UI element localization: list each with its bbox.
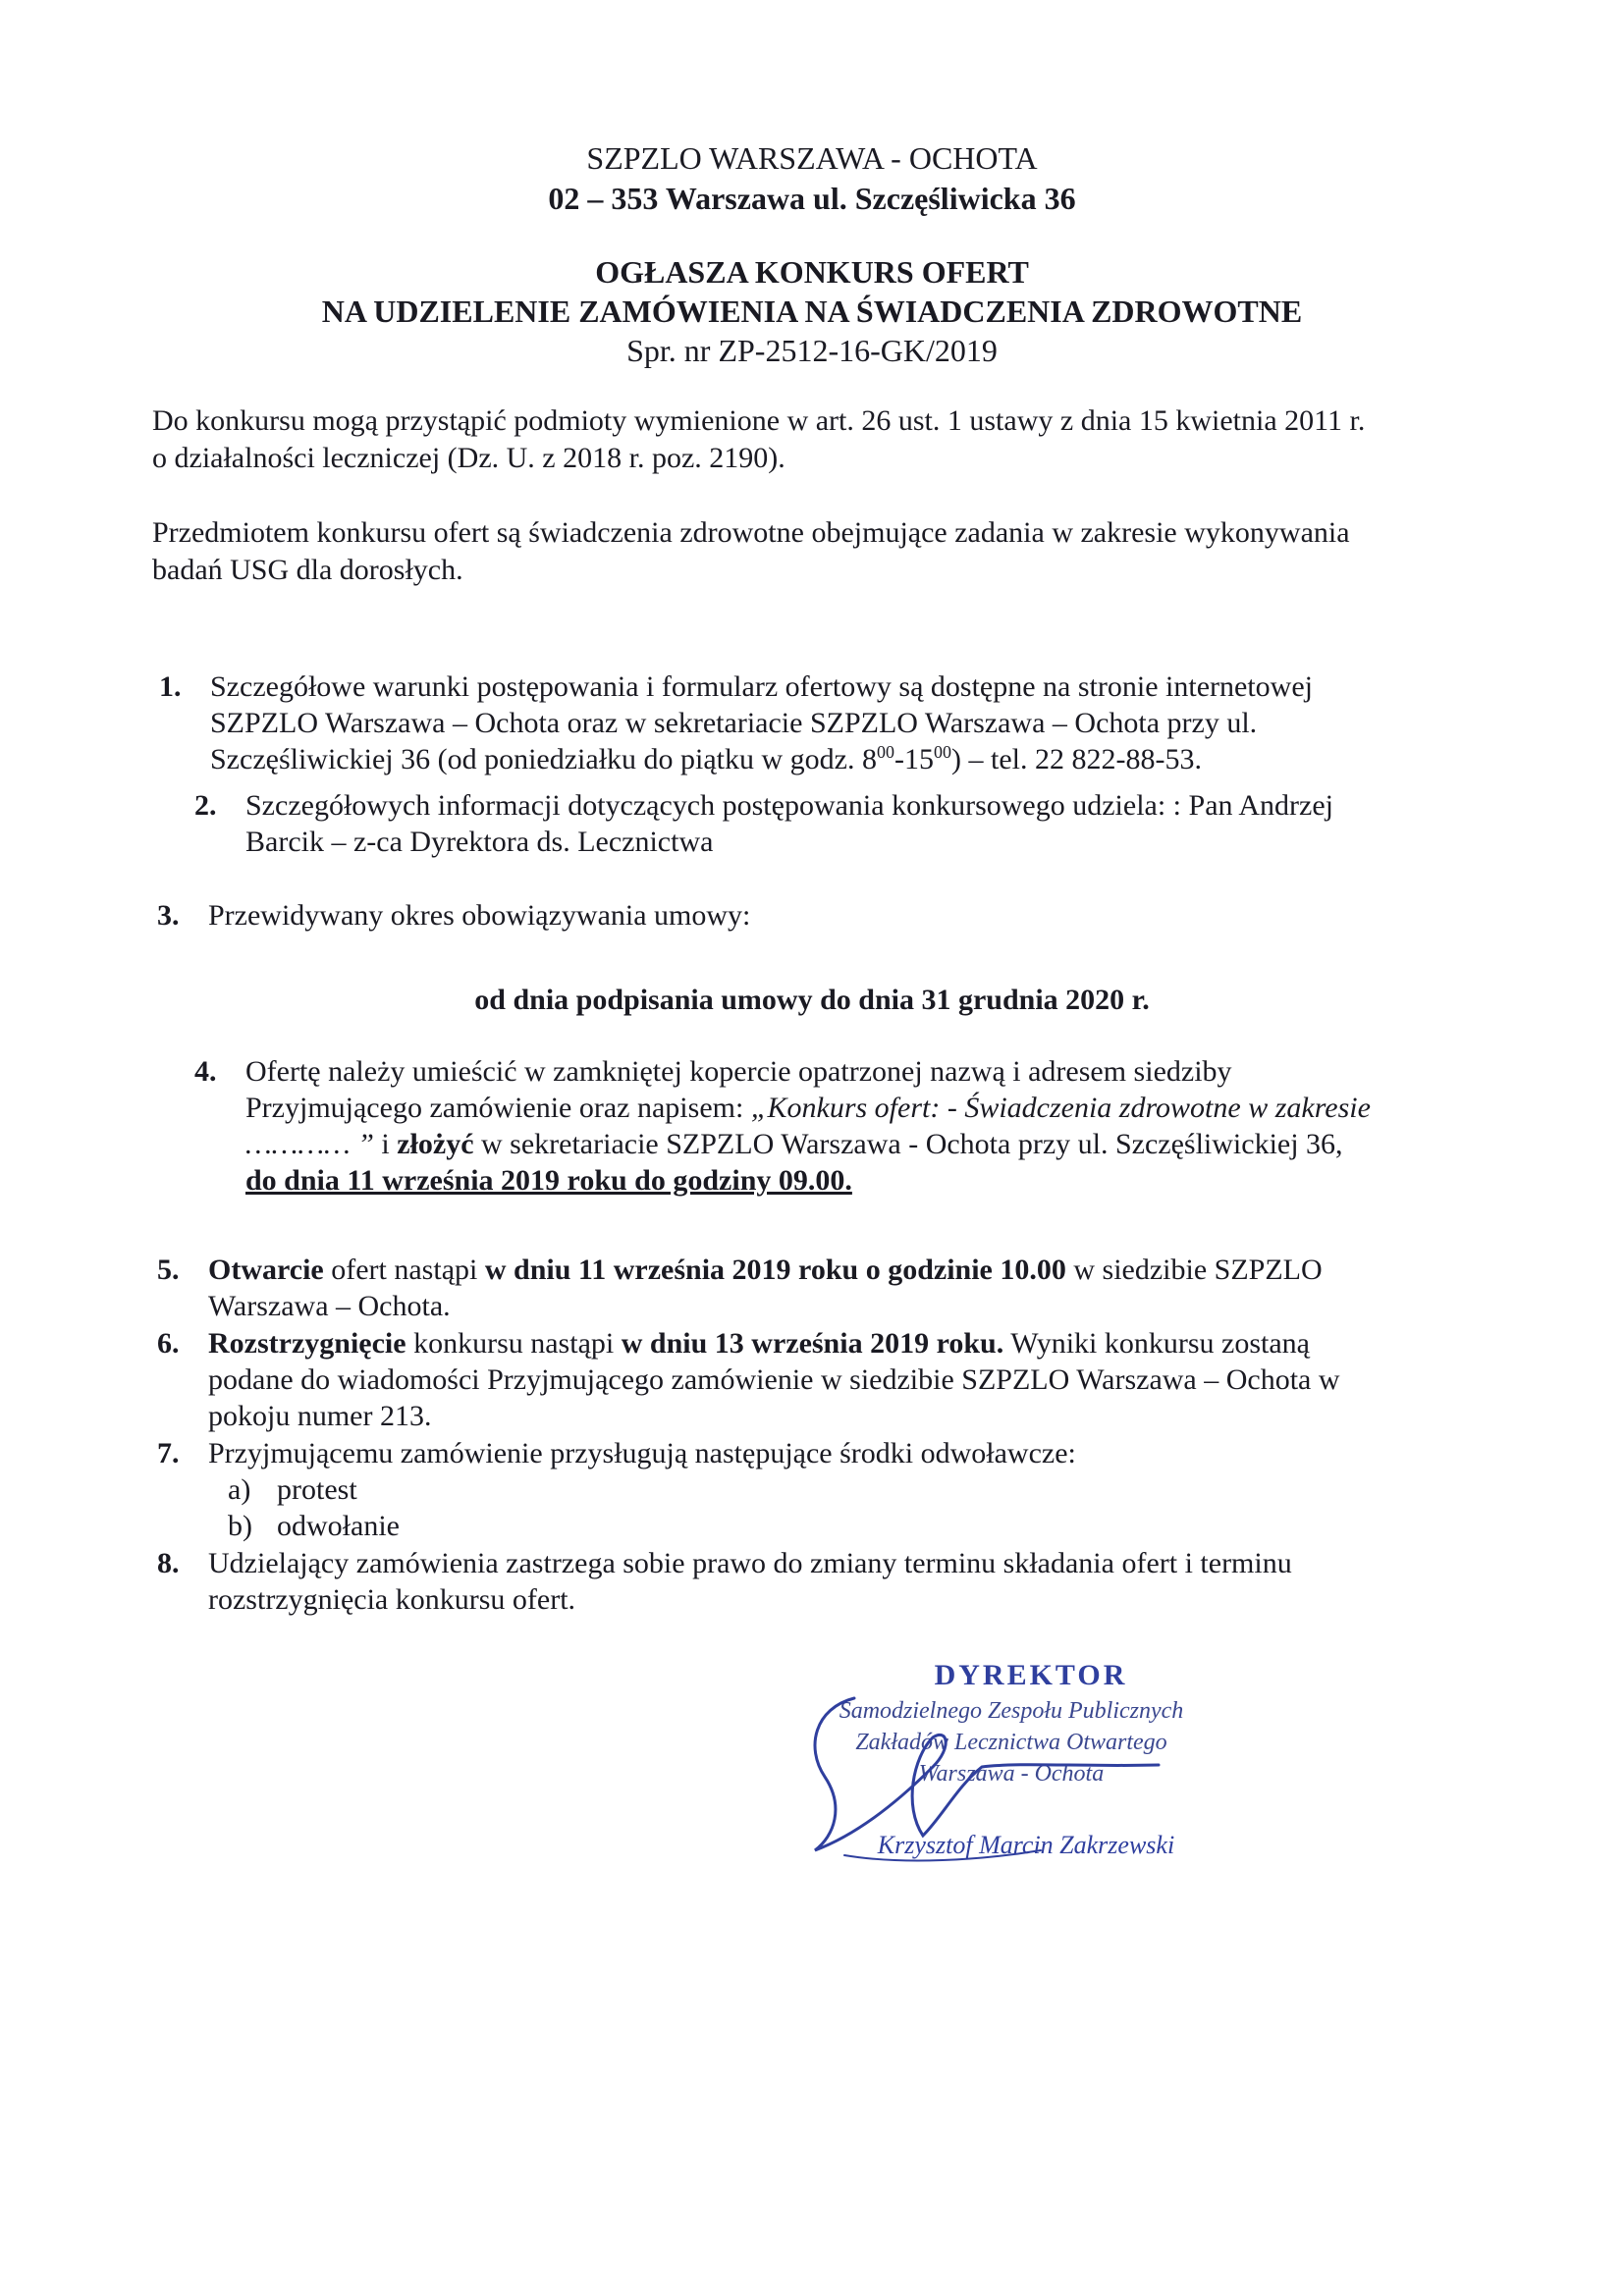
item1-sup-2: 00 (934, 742, 951, 762)
list-item-number: 4. (194, 1055, 217, 1088)
list-item-number: 3. (157, 899, 180, 932)
subject-line-2: badań USG dla dorosłych. (152, 554, 463, 586)
remedy-b-label: b) (228, 1510, 252, 1542)
stamp-line-2: Zakładów Lecznictwa Otwartego (855, 1730, 1167, 1755)
stamp-line-3: Warszawa - Ochota (918, 1761, 1105, 1787)
institution-address: 02 – 353 Warszawa ul. Szczęśliwicka 36 (548, 181, 1076, 216)
list-item-text (245, 1053, 1512, 1199)
item4-line-1: Ofertę należy umieścić w zamkniętej kopercie opatrzonej nazwą i adresem siedziby (245, 1055, 1232, 1088)
item6-line-1 (208, 1325, 1514, 1362)
stamp-title: DYREKTOR (934, 1659, 1128, 1691)
list-item-number: 1. (159, 670, 182, 703)
item6-line-3: pokoju numer 213. (208, 1400, 432, 1432)
eligibility-line-1: Do konkursu mogą przystąpić podmioty wymienione w art. 26 ust. 1 ustawy z dnia 15 kwietnia 2011 r. (152, 404, 1366, 437)
item4-conj: i (373, 1128, 398, 1160)
item5-opening-date: w dniu 11 września 2019 roku o godzinie 10.00 (484, 1254, 1066, 1286)
item4-submit-verb: złożyć (397, 1128, 474, 1160)
announcement-title-line1: OGŁASZA KONKURS OFERT (595, 254, 1029, 290)
stamp-line-1: Samodzielnego Zespołu Publicznych (839, 1698, 1184, 1724)
list-item-text (245, 787, 1512, 860)
list-item-number: 6. (157, 1327, 180, 1360)
subject-paragraph (152, 514, 1507, 589)
item2-line-1: Szczegółowych informacji dotyczących postępowania konkursowego udziela: : Pan Andrzej (245, 789, 1333, 822)
reference-number: Spr. nr ZP-2512-16-GK/2019 (626, 333, 998, 368)
eligibility-line-2: o działalności leczniczej (Dz. U. z 2018 r. poz. 2190). (152, 442, 785, 474)
list-item-number: 8. (157, 1547, 180, 1579)
item6-resolution-date: w dniu 13 września 2019 roku. (621, 1327, 1004, 1360)
remedy-a-text: protest (277, 1473, 357, 1506)
list-item-number: 2. (194, 789, 217, 822)
list-item-text: Przewidywany okres obowiązywania umowy: (208, 899, 751, 932)
list-item-text (208, 1545, 1514, 1618)
subject-line-1: Przedmiotem konkursu ofert są świadczenia zdrowotne obejmujące zadania w zakresie wykonywania (152, 516, 1350, 549)
institution-name: SZPZLO WARSZAWA - OCHOTA (586, 140, 1038, 176)
list-item-text (210, 668, 1508, 777)
item4-line-2 (245, 1090, 1512, 1126)
item5-text: ofert nastąpi (323, 1254, 485, 1286)
item4-line-3 (245, 1126, 1512, 1162)
item6-results: Wyniki konkursu zostaną (1003, 1327, 1310, 1360)
eligibility-paragraph (152, 402, 1507, 477)
item1-hours-end: -15 (894, 743, 934, 775)
item5-place: w siedzibie SZPZLO (1065, 1254, 1323, 1286)
item1-hours-text: Szczęśliwickiej 36 (od poniedziałku do piątku w godz. 8 (210, 743, 877, 775)
item8-line-2: rozstrzygnięcia konkursu ofert. (208, 1583, 576, 1616)
item8-line-1: Udzielający zamówienia zastrzega sobie prawo do zmiany terminu składania ofert i terminu (208, 1547, 1292, 1579)
item5-opening: Otwarcie (208, 1254, 324, 1286)
submission-deadline: do dnia 11 września 2019 roku do godziny 09.00. (245, 1164, 852, 1197)
list-item-number: 7. (157, 1437, 180, 1469)
item5-line-1 (208, 1252, 1514, 1288)
item5-line-2: Warszawa – Ochota. (208, 1290, 451, 1322)
remedy-b-text: odwołanie (277, 1510, 400, 1542)
item6-line-2: podane do wiadomości Przyjmującego zamówienie w siedzibie SZPZLO Warszawa – Ochota w (208, 1363, 1340, 1396)
contract-period: od dnia podpisania umowy do dnia 31 grudnia 2020 r. (474, 984, 1150, 1016)
item1-phone: ) – tel. 22 822-88-53. (951, 743, 1202, 775)
item4-location: w sekretariacie SZPZLO Warszawa - Ochota przy ul. Szczęśliwickiej 36, (473, 1128, 1343, 1160)
handwritten-signature (785, 1669, 1218, 1885)
item4-envelope-label: „Konkurs ofert: - Świadczenia zdrowotne w zakresie (750, 1092, 1371, 1124)
item1-line-2: SZPZLO Warszawa – Ochota oraz w sekretariacie SZPZLO Warszawa – Ochota przy ul. (210, 707, 1258, 739)
item6-text: konkursu nastąpi (406, 1327, 622, 1360)
list-item-text: Przyjmującemu zamówienie przysługują następujące środki odwoławcze: (208, 1437, 1076, 1469)
item1-line-1: Szczegółowe warunki postępowania i formularz ofertowy są dostępne na stronie internetowej (210, 670, 1313, 703)
item4-placeholder: ………… ” (245, 1128, 374, 1160)
list-item-text (208, 1325, 1514, 1434)
item2-line-2: Barcik – z-ca Dyrektora ds. Lecznictwa (245, 826, 714, 858)
list-item-text (208, 1252, 1514, 1324)
item4-text: Przyjmującego zamówienie oraz napisem: (245, 1092, 751, 1124)
remedy-a-label: a) (228, 1473, 251, 1506)
item6-resolution: Rozstrzygnięcie (208, 1327, 406, 1360)
announcement-title-line2: NA UDZIELENIE ZAMÓWIENIA NA ŚWIADCZENIA ZDROWOTNE (321, 294, 1303, 329)
director-name: Krzysztof Marcin Zakrzewski (877, 1831, 1175, 1859)
item1-line-3 (210, 741, 1508, 777)
item1-sup-1: 00 (877, 742, 894, 762)
list-item-number: 5. (157, 1254, 180, 1286)
